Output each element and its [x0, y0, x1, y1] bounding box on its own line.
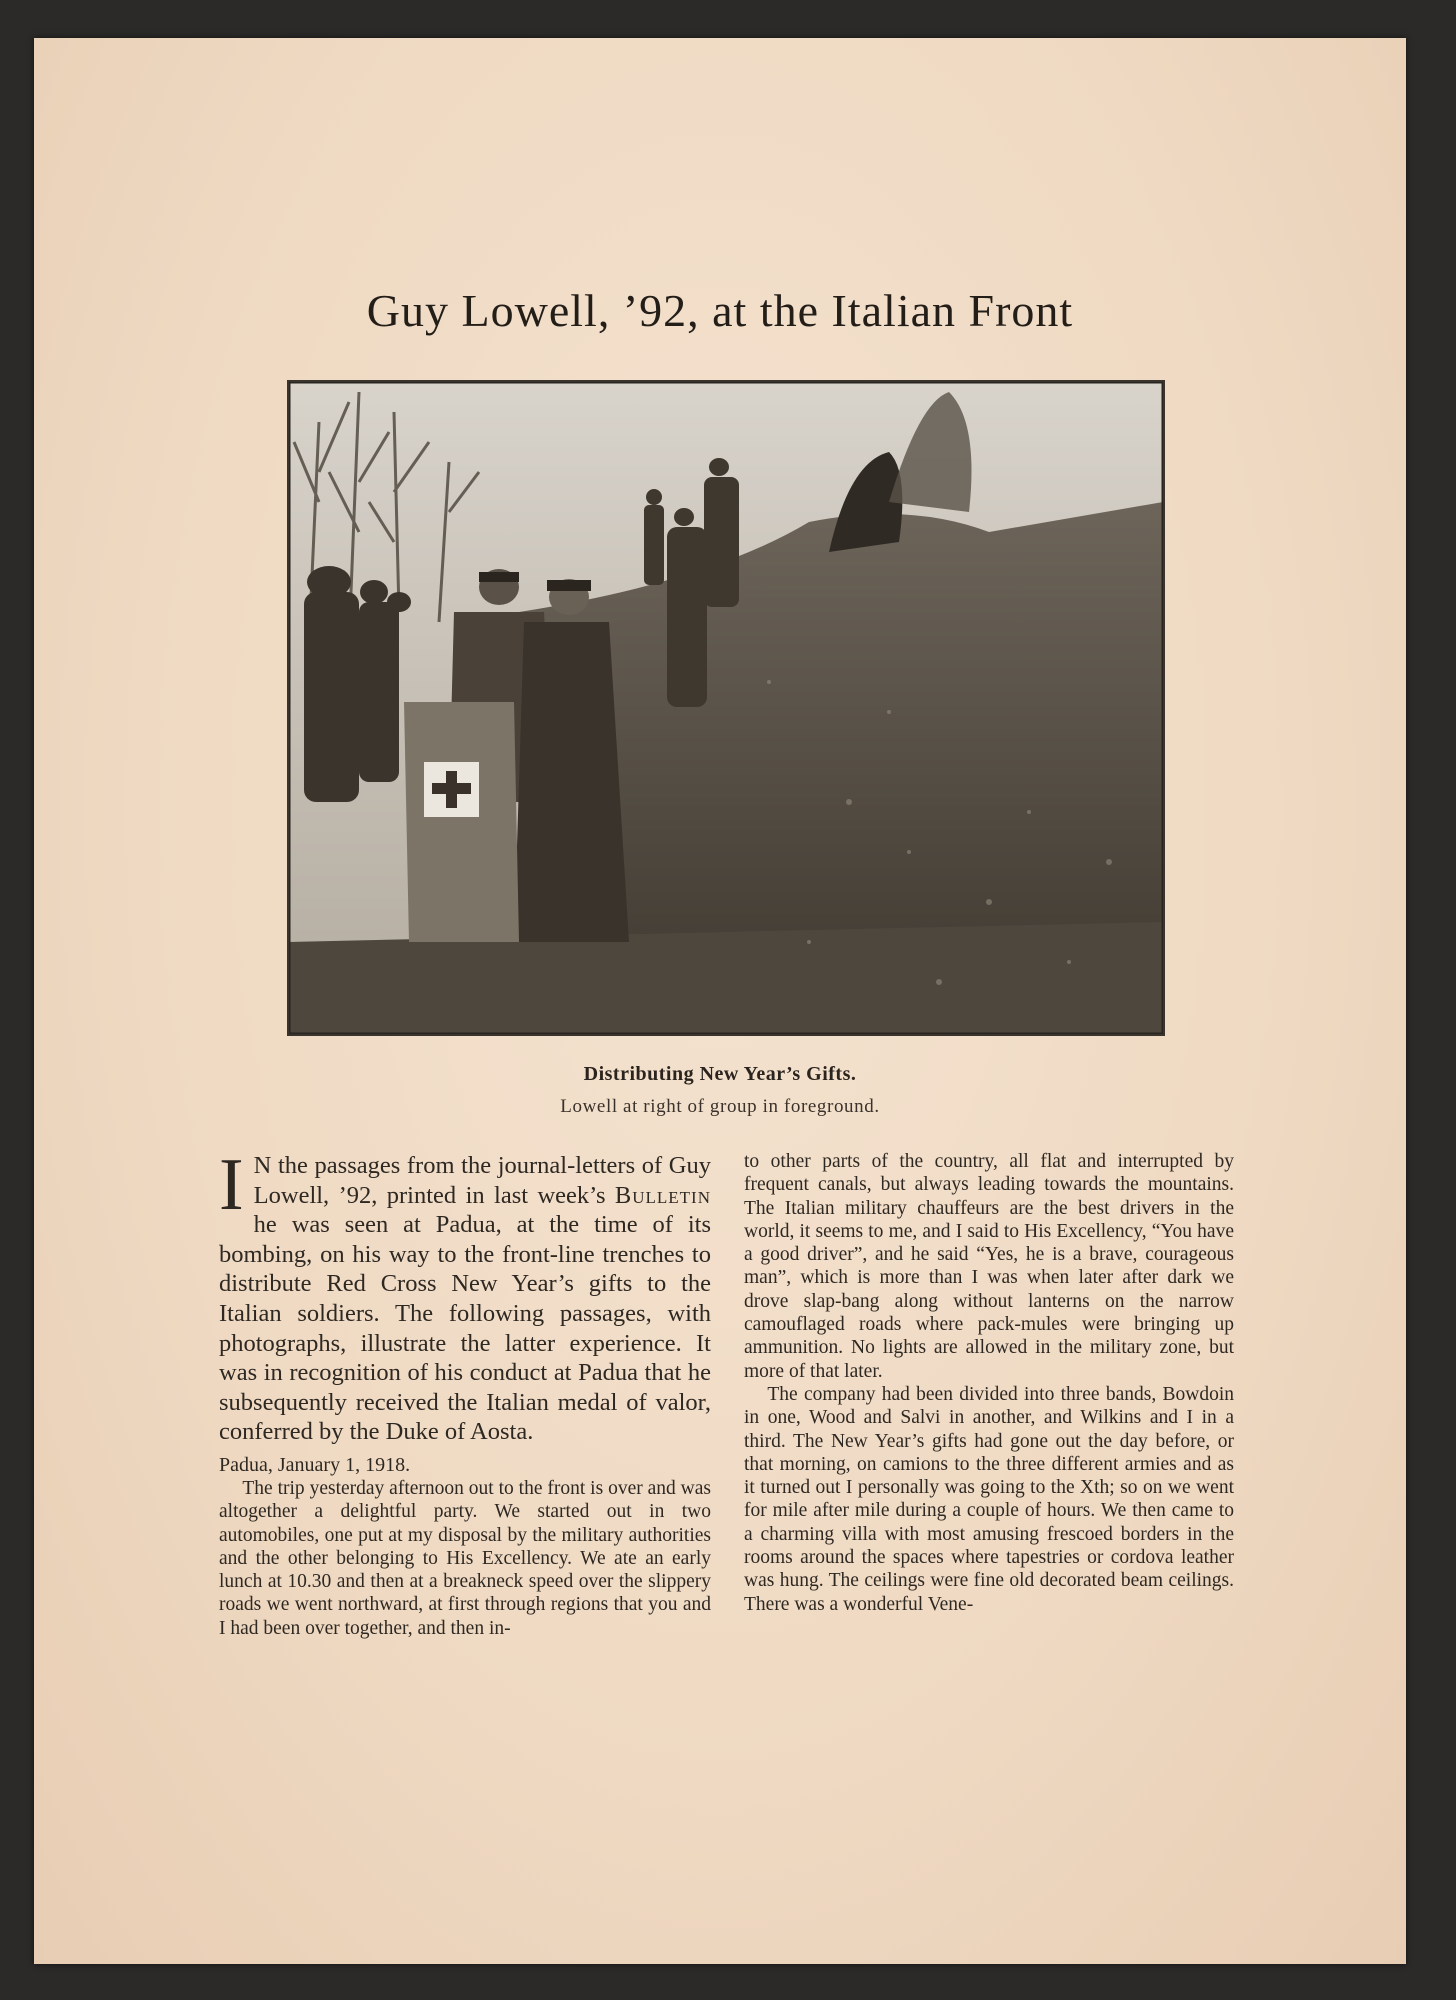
lead-text-start: N the passages from the journal-letters of Guy Lowell, ’92, printed in last week’s [253, 1152, 711, 1209]
drop-cap: I [219, 1144, 244, 1226]
dateline: Padua, January 1, 1918. [219, 1453, 411, 1476]
body-paragraph: to other parts of the country, all flat and interrupted by frequent canals, but always leading towards the mountains. The Italian military chauffeurs are the best drivers in the world, it seems to me, and I said to His Excellency, “You have a good driver”, and he said “Yes, he is a brave, courageous man”, which is more than I was when later after dark we drove slap-bang along without lanterns on the narrow camouflaged roads where pack-mules were bringing up ammunition. No lights are allowed in the military zone, but more of that later. [744, 1151, 1234, 1382]
article-title: Guy Lowell, ’92, at the Italian Front [366, 285, 1074, 336]
lead-paragraph [219, 1144, 711, 1447]
article-column-left [219, 1144, 711, 1640]
bulletin-name: Bulletin [614, 1181, 711, 1209]
article-column-right [744, 1150, 1234, 1616]
photo-caption-subtitle: Lowell at right of group in foreground. [560, 1096, 880, 1117]
trench-photograph [287, 380, 1165, 1036]
lead-text-end: he was seen at Padua, at the time of its bombing, on his way to the front-line trenches to distribute Red Cross New Year’s gifts to the Italian soldiers. The following passages, with photographs, illustrate the latter experience. It was in recognition of his conduct at Padua that he subsequently received the Italian medal of valor, conferred by the Duke of Aosta. [219, 1211, 711, 1446]
body-paragraph: The company had been divided into three bands, Bowdoin in one, Wood and Salvi in another, and Wilkins and I in a third. The New Year’s gifts had gone out the day before, or that morning, on camions to the three different armies and as it turned out I personally was going to the Xth; so on we went for mile after mile during a couple of hours. We then came to a charming villa with most amusing frescoed borders in the rooms around the spaces where tapestries or cordova leather was hung. The ceilings were fine old decorated beam ceilings. There was a wonderful Vene- [744, 1383, 1234, 1615]
body-paragraph: The trip yesterday afternoon out to the front is over and was altogether a delightful party. We started out in two automobiles, one put at my disposal by the military authorities and the other belonging to His Excellency. We ate an early lunch at 10.30 and then at a breakneck speed over the slippery roads we went northward, at first through regions that you and I had been over together, and then in- [219, 1477, 711, 1639]
magazine-page [34, 38, 1406, 1964]
photo-caption-title: Distributing New Year’s Gifts. [583, 1063, 857, 1085]
